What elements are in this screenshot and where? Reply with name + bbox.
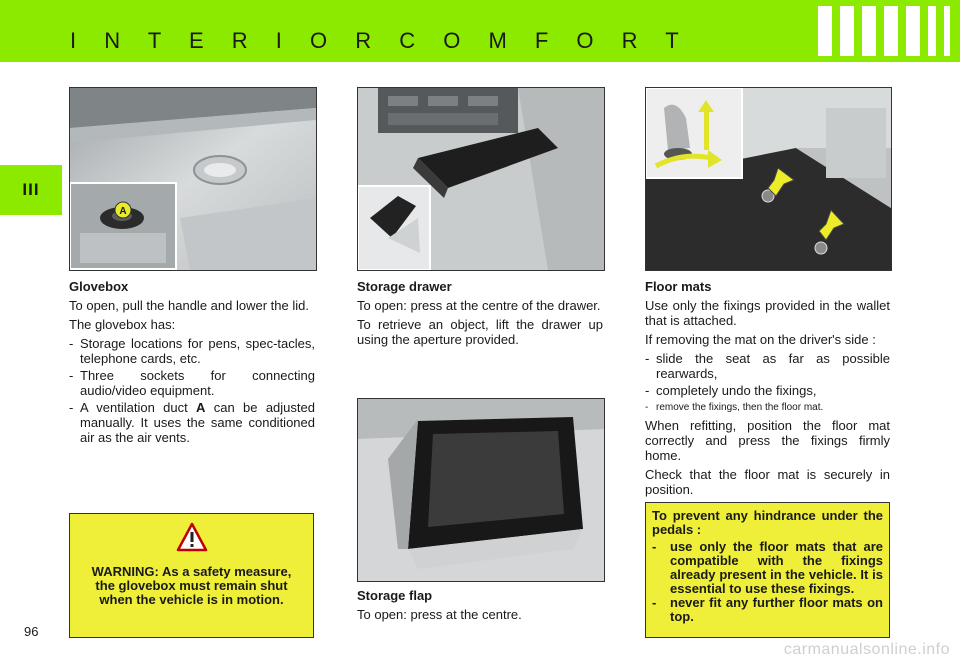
storage-flap-title: Storage flap (357, 588, 433, 603)
page-header (0, 0, 960, 62)
floor-mats-para-2: If removing the mat on the driver's side : (645, 332, 876, 347)
storage-drawer-para-1: To open: press at the centre of the drawer. (357, 298, 601, 313)
chapter-tab: III (0, 165, 62, 215)
list-item: - remove the fixings, then the floor mat. (645, 400, 890, 415)
storage-drawer-section (357, 279, 603, 351)
glovebox-has-label: The glovebox has: (69, 317, 176, 332)
storage-drawer-title: Storage drawer (357, 279, 452, 294)
site-watermark: carmanualsonline.info (783, 641, 950, 658)
warning-line-2: the glovebox must remain shut when the vehicle is in motion. (95, 578, 288, 607)
floor-mats-title: Floor mats (645, 279, 712, 294)
floor-mats-section (645, 279, 890, 501)
list-item: - use only the floor mats that are compatible with the fixings already present in the vehicle. It is essential to use these fixings. (652, 540, 883, 596)
vent-item-letter: A (196, 400, 206, 415)
glovebox-title: Glovebox (69, 279, 129, 294)
list-item: - Three sockets for connecting audio/video equipment. (69, 368, 315, 398)
floor-mats-photo (645, 87, 892, 271)
glovebox-section (69, 279, 315, 448)
list-item: - slide the seat as far as possible rearwards, (645, 351, 890, 381)
floor-mats-para-4: Check that the floor mat is securely in position. (645, 467, 890, 497)
storage-drawer-para-2: To retrieve an object, lift the drawer up using the aperture provided. (357, 317, 603, 347)
warning-box (69, 513, 314, 638)
page-title: I N T E R I O R C O M F O R T (70, 28, 690, 53)
pedal-warning-box (645, 502, 890, 638)
storage-flap-para-1: To open: press at the centre. (357, 607, 522, 622)
glovebox-photo (69, 87, 317, 271)
vent-label-a: A (119, 206, 127, 217)
warning-triangle-icon (176, 522, 208, 552)
vent-item-end: can be adjusted manually. It uses the same conditioned air as the air vents. (80, 400, 315, 445)
pedal-warning-heading: To prevent any hindrance under the pedals : (652, 508, 883, 537)
page-number: 96 (24, 624, 39, 639)
pedal-warning-list (652, 540, 883, 624)
storage-flap-photo (357, 398, 605, 582)
storage-flap-section (357, 588, 603, 626)
glovebox-intro: To open, pull the handle and lower the lid. (69, 298, 309, 313)
warning-line-1: WARNING: As a safety measure, (91, 564, 292, 579)
floor-mats-steps-list (645, 351, 890, 415)
storage-drawer-photo (357, 87, 605, 271)
floor-mats-para-1: Use only the fixings provided in the wallet that is attached. (645, 298, 890, 328)
list-item: - Storage locations for pens, spec-tacles, telephone cards, etc. (69, 336, 315, 366)
list-item (69, 400, 315, 445)
floor-mats-para-3: When refitting, position the floor mat correctly and press the fixings firmly home. (645, 418, 890, 463)
vent-item-start: A ventilation duct (80, 400, 188, 415)
list-item: - completely undo the fixings, (645, 383, 890, 398)
list-item: - never fit any further floor mats on top. (652, 596, 883, 624)
glovebox-features-list (69, 336, 315, 445)
